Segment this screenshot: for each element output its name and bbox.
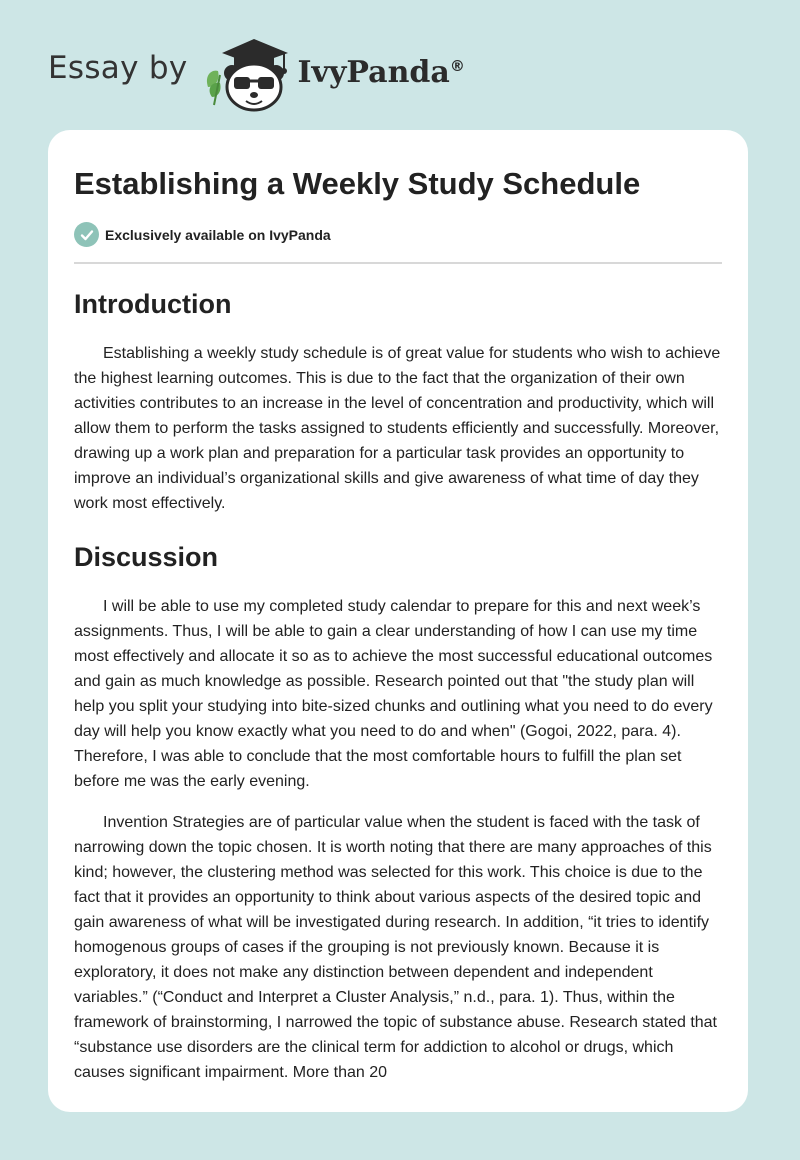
page-title: Establishing a Weekly Study Schedule	[74, 166, 641, 201]
section-discussion	[74, 539, 722, 1085]
check-icon	[74, 222, 99, 247]
paragraph: Invention Strategies are of particular value when the student is faced with the task of narrowing down the topic chosen. It is worth noting that there are many approaches of this kind; however, the clustering method was selected for this work. This choice is due to the fact that it provides an opportunity to think about various aspects of the desired topic and gain awareness of what will be investigated during research. In addition, “it tries to identify homogenous groups of cases if the grouping is not previously known. Because it is exploratory, it does not make any distinction between dependent and independent variables.” (“Conduct and Interpret a Cluster Analysis,” n.d., para. 1). Thus, within the framework of brainstorming, I narrowed the topic of substance abuse. Research stated that “substance use disorders are the clinical term for addiction to alcohol or drugs, which causes significant impairment. More than 20	[74, 814, 717, 1081]
section-heading: Introduction	[74, 289, 232, 319]
exclusive-badge-label: Exclusively available on IvyPanda	[105, 226, 331, 243]
essay-card	[48, 130, 748, 1112]
panda-logo-icon[interactable]	[202, 35, 294, 113]
brand-name-text: IvyPanda	[297, 54, 450, 90]
essay-by-label: Essay by	[48, 50, 188, 86]
paragraph: Establishing a weekly study schedule is of great value for students who wish to achieve the highest learning outcomes. This is due to the fact that the organization of their own activities contributes to an increase in the level of concentration and productivity, which will allow them to perform the tasks assigned to students efficiently and successfully. Moreover, drawing up a work plan and preparation for a particular task provides an opportunity to improve an individual’s organizational skills and give awareness of what time of day they work most effectively.	[74, 345, 721, 512]
exclusive-badge	[74, 222, 722, 264]
section-introduction	[74, 286, 722, 516]
section-heading: Discussion	[74, 542, 219, 572]
registered-mark: ®	[449, 56, 465, 75]
brand-name[interactable]	[298, 55, 465, 90]
paragraph: I will be able to use my completed study calendar to prepare for this and next week’s assignments. Thus, I will be able to gain a clear understanding of how I can use my time most effectively and allocate it so as to achieve the most successful educational outcomes and gain as much knowledge as possible. Research pointed out that "the study plan will help you split your studying into bite-sized chunks and outlining what you need to do every day will help you know exactly what you need to do and when" (Gogoi, 2022, para. 4). Therefore, I was able to conclude that the most comfortable hours to fulfill the plan set before me was the early evening.	[74, 598, 713, 790]
brand-header	[48, 34, 465, 114]
